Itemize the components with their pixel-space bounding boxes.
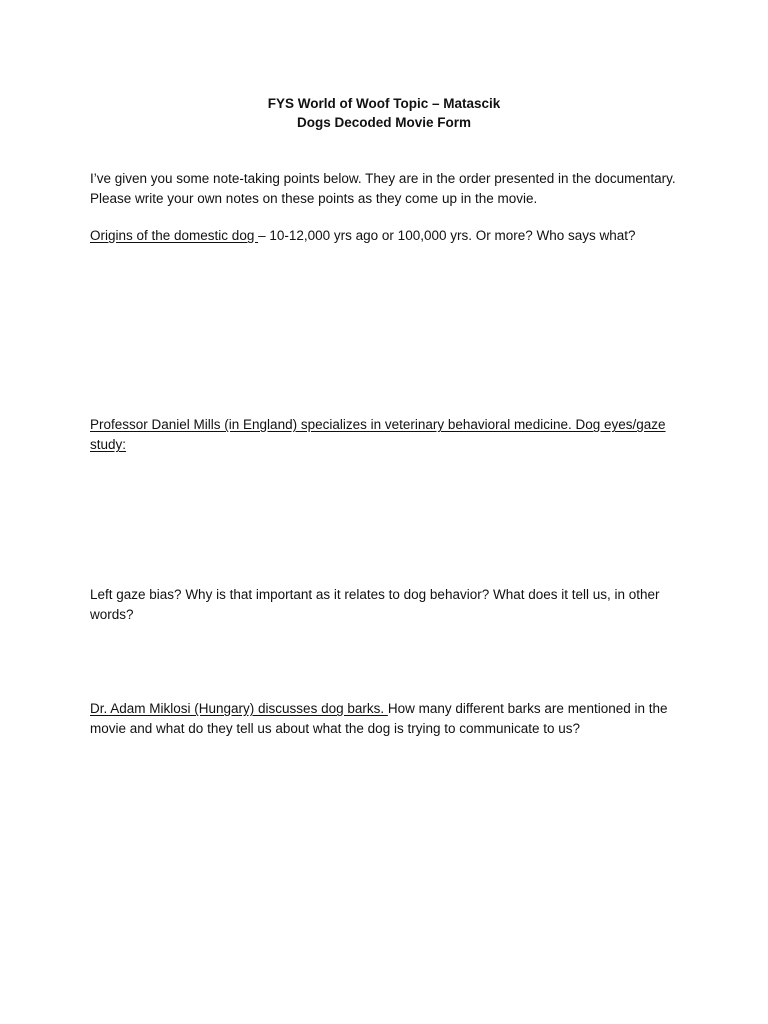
- section-mills: [90, 415, 680, 455]
- section-miklosi: [90, 699, 680, 739]
- document-subtitle: Dogs Decoded Movie Form: [296, 115, 472, 130]
- document-title: FYS World of Woof Topic – Matascik: [267, 96, 501, 111]
- section-miklosi-heading: Dr. Adam Miklosi (Hungary) discusses dog barks.: [90, 701, 388, 716]
- intro-paragraph: I’ve given you some note-taking points below. They are in the order presented in the documentary. Please write your own notes on these points as they come up in the movie.: [90, 171, 676, 206]
- section-origins-text: – 10-12,000 yrs ago or 100,000 yrs. Or more? Who says what?: [258, 228, 636, 243]
- section-left-gaze-text: Left gaze bias? Why is that important as it relates to dog behavior? What does it tell us, in other words?: [90, 587, 660, 622]
- section-left-gaze: [90, 585, 680, 625]
- section-mills-heading: Professor Daniel Mills (in England) specializes in veterinary behavioral medicine. Dog eyes/gaze study:: [90, 417, 666, 452]
- section-origins-heading: Origins of the domestic dog: [90, 228, 259, 243]
- section-miklosi-text: How many different barks are mentioned in the movie and what do they tell us about what the dog is trying to communicate to us?: [90, 701, 668, 736]
- section-origins: [90, 226, 680, 246]
